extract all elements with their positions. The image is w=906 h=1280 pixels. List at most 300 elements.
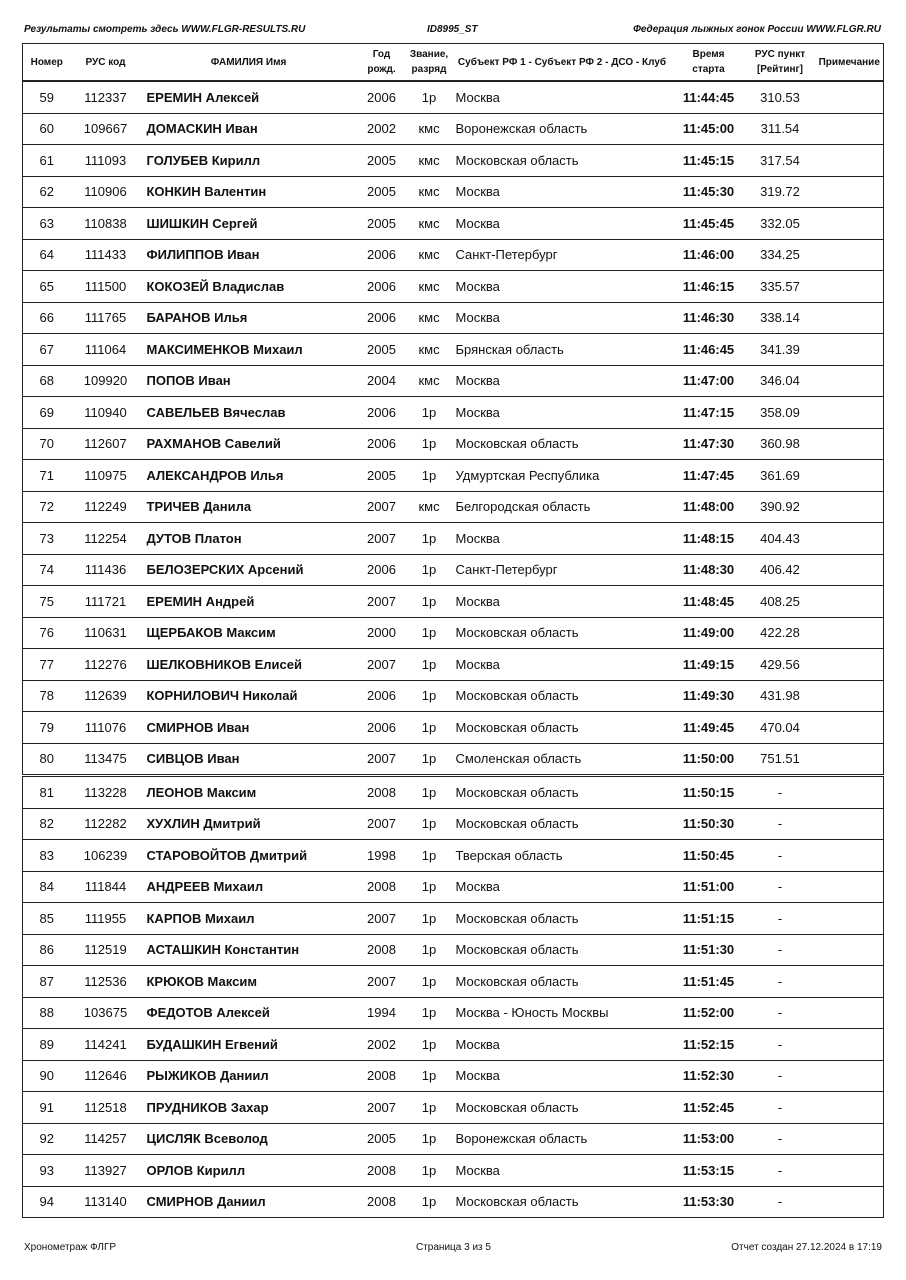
table-header-row bbox=[23, 44, 884, 82]
cell-num: 81 bbox=[23, 776, 71, 809]
cell-name: СИВЦОВ Иван bbox=[141, 743, 357, 776]
cell-rus-code: 112518 bbox=[71, 1092, 141, 1124]
cell-birth-year: 2006 bbox=[357, 302, 407, 334]
table-row bbox=[23, 1092, 884, 1124]
cell-rank: 1р bbox=[407, 428, 452, 460]
table-row bbox=[23, 397, 884, 429]
table-row bbox=[23, 934, 884, 966]
cell-points: 319.72 bbox=[745, 176, 816, 208]
cell-name: БЕЛОЗЕРСКИХ Арсений bbox=[141, 554, 357, 586]
cell-name: ТРИЧЕВ Данила bbox=[141, 491, 357, 523]
cell-points: - bbox=[745, 1060, 816, 1092]
cell-num: 88 bbox=[23, 997, 71, 1029]
cell-rank: кмс bbox=[407, 491, 452, 523]
cell-rus-code: 113927 bbox=[71, 1155, 141, 1187]
cell-region: Белгородская область bbox=[452, 491, 673, 523]
cell-note bbox=[816, 903, 884, 935]
table-row bbox=[23, 334, 884, 366]
cell-num: 60 bbox=[23, 113, 71, 145]
cell-name: КОНКИН Валентин bbox=[141, 176, 357, 208]
start-list-table bbox=[22, 43, 884, 1218]
cell-rank: кмс bbox=[407, 334, 452, 366]
col-header-year: Год рожд. bbox=[357, 44, 407, 82]
cell-note bbox=[816, 145, 884, 177]
cell-start-time: 11:49:30 bbox=[673, 680, 745, 712]
cell-start-time: 11:47:45 bbox=[673, 460, 745, 492]
cell-name: ЩЕРБАКОВ Максим bbox=[141, 617, 357, 649]
cell-start-time: 11:49:15 bbox=[673, 649, 745, 681]
cell-note bbox=[816, 871, 884, 903]
cell-region: Смоленская область bbox=[452, 743, 673, 776]
cell-points: 406.42 bbox=[745, 554, 816, 586]
cell-num: 93 bbox=[23, 1155, 71, 1187]
cell-num: 86 bbox=[23, 934, 71, 966]
cell-start-time: 11:51:00 bbox=[673, 871, 745, 903]
cell-note bbox=[816, 649, 884, 681]
document-id: ID8995_ST bbox=[427, 24, 478, 35]
cell-rank: 1р bbox=[407, 649, 452, 681]
table-row bbox=[23, 113, 884, 145]
cell-note bbox=[816, 1060, 884, 1092]
cell-num: 82 bbox=[23, 808, 71, 840]
table-row bbox=[23, 617, 884, 649]
cell-note bbox=[816, 554, 884, 586]
cell-rank: 1р bbox=[407, 680, 452, 712]
col-header-region: Субъект РФ 1 - Субъект РФ 2 - ДСО - Клуб bbox=[452, 44, 673, 82]
cell-rus-code: 111076 bbox=[71, 712, 141, 744]
cell-birth-year: 2007 bbox=[357, 523, 407, 555]
cell-note bbox=[816, 302, 884, 334]
cell-name: СМИРНОВ Даниил bbox=[141, 1186, 357, 1218]
cell-rus-code: 110631 bbox=[71, 617, 141, 649]
cell-birth-year: 2007 bbox=[357, 586, 407, 618]
cell-num: 69 bbox=[23, 397, 71, 429]
table-row bbox=[23, 776, 884, 809]
cell-birth-year: 2007 bbox=[357, 966, 407, 998]
table-row bbox=[23, 1060, 884, 1092]
cell-region: Москва bbox=[452, 1155, 673, 1187]
cell-birth-year: 2006 bbox=[357, 271, 407, 303]
cell-name: ДОМАСКИН Иван bbox=[141, 113, 357, 145]
table-row bbox=[23, 428, 884, 460]
cell-region: Московская область bbox=[452, 1092, 673, 1124]
cell-rank: кмс bbox=[407, 365, 452, 397]
cell-start-time: 11:53:15 bbox=[673, 1155, 745, 1187]
table-row bbox=[23, 840, 884, 872]
cell-name: КРЮКОВ Максим bbox=[141, 966, 357, 998]
cell-points: 751.51 bbox=[745, 743, 816, 776]
cell-note bbox=[816, 428, 884, 460]
cell-note bbox=[816, 1092, 884, 1124]
cell-region: Московская область bbox=[452, 145, 673, 177]
cell-rus-code: 113475 bbox=[71, 743, 141, 776]
cell-rus-code: 112646 bbox=[71, 1060, 141, 1092]
cell-num: 62 bbox=[23, 176, 71, 208]
cell-name: САВЕЛЬЕВ Вячеслав bbox=[141, 397, 357, 429]
cell-name: РЫЖИКОВ Даниил bbox=[141, 1060, 357, 1092]
cell-points: 310.53 bbox=[745, 81, 816, 113]
cell-rank: 1р bbox=[407, 871, 452, 903]
table-row bbox=[23, 649, 884, 681]
cell-rank: 1р bbox=[407, 712, 452, 744]
cell-rus-code: 111500 bbox=[71, 271, 141, 303]
cell-region: Москва bbox=[452, 271, 673, 303]
cell-start-time: 11:52:45 bbox=[673, 1092, 745, 1124]
cell-rank: кмс bbox=[407, 271, 452, 303]
cell-name: ЦИСЛЯК Всеволод bbox=[141, 1123, 357, 1155]
cell-rank: 1р bbox=[407, 1060, 452, 1092]
cell-start-time: 11:47:15 bbox=[673, 397, 745, 429]
cell-region: Тверская область bbox=[452, 840, 673, 872]
cell-start-time: 11:48:45 bbox=[673, 586, 745, 618]
cell-rus-code: 110906 bbox=[71, 176, 141, 208]
cell-note bbox=[816, 680, 884, 712]
cell-rus-code: 109667 bbox=[71, 113, 141, 145]
cell-points: 422.28 bbox=[745, 617, 816, 649]
cell-rus-code: 112639 bbox=[71, 680, 141, 712]
cell-points: - bbox=[745, 1123, 816, 1155]
cell-rus-code: 112249 bbox=[71, 491, 141, 523]
cell-rus-code: 111955 bbox=[71, 903, 141, 935]
cell-note bbox=[816, 586, 884, 618]
cell-rus-code: 114257 bbox=[71, 1123, 141, 1155]
cell-points: 334.25 bbox=[745, 239, 816, 271]
timing-credit: Хронометраж ФЛГР bbox=[24, 1242, 117, 1253]
cell-rank: кмс bbox=[407, 113, 452, 145]
cell-note bbox=[816, 176, 884, 208]
cell-birth-year: 2002 bbox=[357, 1029, 407, 1061]
cell-rank: 1р bbox=[407, 743, 452, 776]
cell-rank: 1р bbox=[407, 808, 452, 840]
cell-name: ХУХЛИН Дмитрий bbox=[141, 808, 357, 840]
cell-rank: 1р bbox=[407, 934, 452, 966]
cell-rank: 1р bbox=[407, 1186, 452, 1218]
cell-points: - bbox=[745, 997, 816, 1029]
cell-name: КОРНИЛОВИЧ Николай bbox=[141, 680, 357, 712]
table-row bbox=[23, 1155, 884, 1187]
cell-rus-code: 111093 bbox=[71, 145, 141, 177]
cell-points: 361.69 bbox=[745, 460, 816, 492]
cell-birth-year: 2005 bbox=[357, 1123, 407, 1155]
page-number: Страница 3 из 5 bbox=[416, 1242, 491, 1253]
cell-name: РАХМАНОВ Савелий bbox=[141, 428, 357, 460]
table-row bbox=[23, 1123, 884, 1155]
cell-num: 63 bbox=[23, 208, 71, 240]
cell-note bbox=[816, 113, 884, 145]
cell-rank: 1р bbox=[407, 1155, 452, 1187]
table-row bbox=[23, 523, 884, 555]
cell-start-time: 11:48:30 bbox=[673, 554, 745, 586]
cell-birth-year: 2008 bbox=[357, 934, 407, 966]
cell-region: Удмуртская Республика bbox=[452, 460, 673, 492]
cell-rus-code: 113228 bbox=[71, 776, 141, 809]
cell-name: ДУТОВ Платон bbox=[141, 523, 357, 555]
cell-birth-year: 2006 bbox=[357, 680, 407, 712]
cell-region: Москва bbox=[452, 523, 673, 555]
cell-points: - bbox=[745, 966, 816, 998]
cell-region: Москва - Юность Москвы bbox=[452, 997, 673, 1029]
cell-rus-code: 110975 bbox=[71, 460, 141, 492]
cell-num: 94 bbox=[23, 1186, 71, 1218]
table-row bbox=[23, 1029, 884, 1061]
cell-rank: 1р bbox=[407, 966, 452, 998]
cell-note bbox=[816, 334, 884, 366]
cell-region: Московская область bbox=[452, 680, 673, 712]
col-header-note: Примечание bbox=[816, 44, 884, 82]
cell-rank: 1р bbox=[407, 586, 452, 618]
cell-points: - bbox=[745, 1155, 816, 1187]
cell-points: 360.98 bbox=[745, 428, 816, 460]
cell-start-time: 11:51:15 bbox=[673, 903, 745, 935]
table-row bbox=[23, 966, 884, 998]
cell-note bbox=[816, 523, 884, 555]
cell-region: Москва bbox=[452, 208, 673, 240]
cell-note bbox=[816, 397, 884, 429]
cell-rank: 1р bbox=[407, 903, 452, 935]
cell-birth-year: 2005 bbox=[357, 460, 407, 492]
cell-start-time: 11:46:15 bbox=[673, 271, 745, 303]
cell-note bbox=[816, 743, 884, 776]
cell-points: - bbox=[745, 1186, 816, 1218]
cell-points: 346.04 bbox=[745, 365, 816, 397]
cell-rus-code: 112536 bbox=[71, 966, 141, 998]
cell-rank: кмс bbox=[407, 239, 452, 271]
cell-rank: 1р bbox=[407, 1029, 452, 1061]
cell-num: 91 bbox=[23, 1092, 71, 1124]
cell-start-time: 11:53:30 bbox=[673, 1186, 745, 1218]
cell-start-time: 11:51:45 bbox=[673, 966, 745, 998]
cell-name: КАРПОВ Михаил bbox=[141, 903, 357, 935]
cell-name: АСТАШКИН Константин bbox=[141, 934, 357, 966]
cell-birth-year: 2008 bbox=[357, 776, 407, 809]
cell-name: СМИРНОВ Иван bbox=[141, 712, 357, 744]
cell-points: - bbox=[745, 934, 816, 966]
cell-region: Санкт-Петербург bbox=[452, 239, 673, 271]
cell-rus-code: 111436 bbox=[71, 554, 141, 586]
cell-points: - bbox=[745, 903, 816, 935]
cell-points: 317.54 bbox=[745, 145, 816, 177]
cell-birth-year: 2007 bbox=[357, 808, 407, 840]
cell-start-time: 11:51:30 bbox=[673, 934, 745, 966]
cell-rank: 1р bbox=[407, 523, 452, 555]
cell-region: Воронежская область bbox=[452, 113, 673, 145]
table-row bbox=[23, 239, 884, 271]
cell-start-time: 11:46:00 bbox=[673, 239, 745, 271]
cell-points: - bbox=[745, 840, 816, 872]
cell-rank: 1р bbox=[407, 1123, 452, 1155]
cell-start-time: 11:47:00 bbox=[673, 365, 745, 397]
cell-points: 431.98 bbox=[745, 680, 816, 712]
cell-name: ЕРЕМИН Андрей bbox=[141, 586, 357, 618]
table-row bbox=[23, 554, 884, 586]
cell-region: Брянская область bbox=[452, 334, 673, 366]
cell-points: - bbox=[745, 776, 816, 809]
table-row bbox=[23, 302, 884, 334]
cell-birth-year: 2007 bbox=[357, 903, 407, 935]
cell-rank: 1р bbox=[407, 460, 452, 492]
cell-rus-code: 111721 bbox=[71, 586, 141, 618]
col-header-rank: Звание, разряд bbox=[407, 44, 452, 82]
cell-note bbox=[816, 808, 884, 840]
table-row bbox=[23, 208, 884, 240]
cell-num: 80 bbox=[23, 743, 71, 776]
col-header-points: РУС пункт [Рейтинг] bbox=[745, 44, 816, 82]
cell-start-time: 11:48:15 bbox=[673, 523, 745, 555]
federation-site-text: Федерация лыжных гонок России WWW.FLGR.RU bbox=[633, 24, 881, 35]
cell-start-time: 11:44:45 bbox=[673, 81, 745, 113]
cell-num: 75 bbox=[23, 586, 71, 618]
cell-note bbox=[816, 776, 884, 809]
cell-birth-year: 2008 bbox=[357, 871, 407, 903]
cell-start-time: 11:52:15 bbox=[673, 1029, 745, 1061]
cell-rus-code: 112276 bbox=[71, 649, 141, 681]
cell-note bbox=[816, 239, 884, 271]
table-body bbox=[23, 81, 884, 1218]
cell-birth-year: 2006 bbox=[357, 397, 407, 429]
cell-start-time: 11:49:00 bbox=[673, 617, 745, 649]
cell-num: 71 bbox=[23, 460, 71, 492]
table-row bbox=[23, 586, 884, 618]
cell-rank: 1р bbox=[407, 397, 452, 429]
cell-points: 404.43 bbox=[745, 523, 816, 555]
cell-region: Москва bbox=[452, 871, 673, 903]
cell-birth-year: 2006 bbox=[357, 428, 407, 460]
cell-region: Московская область bbox=[452, 934, 673, 966]
cell-birth-year: 2006 bbox=[357, 712, 407, 744]
cell-birth-year: 2007 bbox=[357, 743, 407, 776]
cell-birth-year: 2008 bbox=[357, 1155, 407, 1187]
cell-region: Московская область bbox=[452, 903, 673, 935]
cell-num: 83 bbox=[23, 840, 71, 872]
cell-name: МАКСИМЕНКОВ Михаил bbox=[141, 334, 357, 366]
cell-birth-year: 2005 bbox=[357, 145, 407, 177]
cell-start-time: 11:47:30 bbox=[673, 428, 745, 460]
table-row bbox=[23, 176, 884, 208]
cell-rank: 1р bbox=[407, 617, 452, 649]
table-row bbox=[23, 145, 884, 177]
cell-region: Москва bbox=[452, 1060, 673, 1092]
cell-start-time: 11:48:00 bbox=[673, 491, 745, 523]
cell-rank: кмс bbox=[407, 302, 452, 334]
cell-start-time: 11:45:30 bbox=[673, 176, 745, 208]
cell-birth-year: 2007 bbox=[357, 649, 407, 681]
cell-birth-year: 2005 bbox=[357, 208, 407, 240]
cell-note bbox=[816, 1123, 884, 1155]
cell-points: 341.39 bbox=[745, 334, 816, 366]
cell-region: Московская область bbox=[452, 617, 673, 649]
cell-rus-code: 111844 bbox=[71, 871, 141, 903]
cell-note bbox=[816, 997, 884, 1029]
cell-name: ФЕДОТОВ Алексей bbox=[141, 997, 357, 1029]
cell-note bbox=[816, 966, 884, 998]
cell-num: 79 bbox=[23, 712, 71, 744]
cell-rank: 1р bbox=[407, 554, 452, 586]
table-row bbox=[23, 871, 884, 903]
table-row bbox=[23, 365, 884, 397]
cell-birth-year: 1994 bbox=[357, 997, 407, 1029]
table-row bbox=[23, 1186, 884, 1218]
cell-rank: кмс bbox=[407, 145, 452, 177]
cell-points: 408.25 bbox=[745, 586, 816, 618]
cell-num: 65 bbox=[23, 271, 71, 303]
cell-points: 470.04 bbox=[745, 712, 816, 744]
cell-points: - bbox=[745, 808, 816, 840]
cell-rus-code: 110838 bbox=[71, 208, 141, 240]
cell-birth-year: 1998 bbox=[357, 840, 407, 872]
cell-start-time: 11:46:45 bbox=[673, 334, 745, 366]
cell-start-time: 11:50:00 bbox=[673, 743, 745, 776]
table-row bbox=[23, 491, 884, 523]
cell-note bbox=[816, 271, 884, 303]
cell-birth-year: 2007 bbox=[357, 491, 407, 523]
cell-region: Москва bbox=[452, 302, 673, 334]
cell-note bbox=[816, 1029, 884, 1061]
cell-start-time: 11:52:30 bbox=[673, 1060, 745, 1092]
cell-start-time: 11:50:45 bbox=[673, 840, 745, 872]
col-header-num: Номер bbox=[23, 44, 71, 82]
cell-region: Московская область bbox=[452, 712, 673, 744]
cell-name: ПРУДНИКОВ Захар bbox=[141, 1092, 357, 1124]
cell-points: 358.09 bbox=[745, 397, 816, 429]
cell-rus-code: 103675 bbox=[71, 997, 141, 1029]
cell-rus-code: 112254 bbox=[71, 523, 141, 555]
cell-region: Москва bbox=[452, 1029, 673, 1061]
cell-birth-year: 2008 bbox=[357, 1060, 407, 1092]
cell-rank: 1р bbox=[407, 776, 452, 809]
cell-rank: кмс bbox=[407, 176, 452, 208]
cell-rus-code: 114241 bbox=[71, 1029, 141, 1061]
cell-start-time: 11:45:00 bbox=[673, 113, 745, 145]
cell-name: ШЕЛКОВНИКОВ Елисей bbox=[141, 649, 357, 681]
cell-region: Москва bbox=[452, 649, 673, 681]
cell-points: - bbox=[745, 1092, 816, 1124]
cell-name: КОКОЗЕЙ Владислав bbox=[141, 271, 357, 303]
cell-num: 64 bbox=[23, 239, 71, 271]
cell-region: Московская область bbox=[452, 776, 673, 809]
cell-name: ФИЛИППОВ Иван bbox=[141, 239, 357, 271]
cell-region: Москва bbox=[452, 81, 673, 113]
cell-birth-year: 2006 bbox=[357, 554, 407, 586]
cell-start-time: 11:45:45 bbox=[673, 208, 745, 240]
cell-num: 68 bbox=[23, 365, 71, 397]
cell-region: Воронежская область bbox=[452, 1123, 673, 1155]
cell-rus-code: 112337 bbox=[71, 81, 141, 113]
cell-start-time: 11:50:30 bbox=[673, 808, 745, 840]
col-header-rus: РУС код bbox=[71, 44, 141, 82]
cell-rus-code: 111064 bbox=[71, 334, 141, 366]
cell-name: БАРАНОВ Илья bbox=[141, 302, 357, 334]
cell-note bbox=[816, 208, 884, 240]
cell-points: 332.05 bbox=[745, 208, 816, 240]
cell-name: ОРЛОВ Кирилл bbox=[141, 1155, 357, 1187]
cell-birth-year: 2007 bbox=[357, 1092, 407, 1124]
cell-num: 89 bbox=[23, 1029, 71, 1061]
cell-region: Московская область bbox=[452, 808, 673, 840]
cell-note bbox=[816, 712, 884, 744]
cell-start-time: 11:50:15 bbox=[673, 776, 745, 809]
cell-num: 85 bbox=[23, 903, 71, 935]
cell-rus-code: 110940 bbox=[71, 397, 141, 429]
cell-num: 77 bbox=[23, 649, 71, 681]
table-row bbox=[23, 712, 884, 744]
cell-num: 61 bbox=[23, 145, 71, 177]
cell-note bbox=[816, 81, 884, 113]
cell-region: Санкт-Петербург bbox=[452, 554, 673, 586]
table-row bbox=[23, 743, 884, 776]
cell-name: БУДАШКИН Егвений bbox=[141, 1029, 357, 1061]
cell-name: ЛЕОНОВ Максим bbox=[141, 776, 357, 809]
cell-num: 76 bbox=[23, 617, 71, 649]
